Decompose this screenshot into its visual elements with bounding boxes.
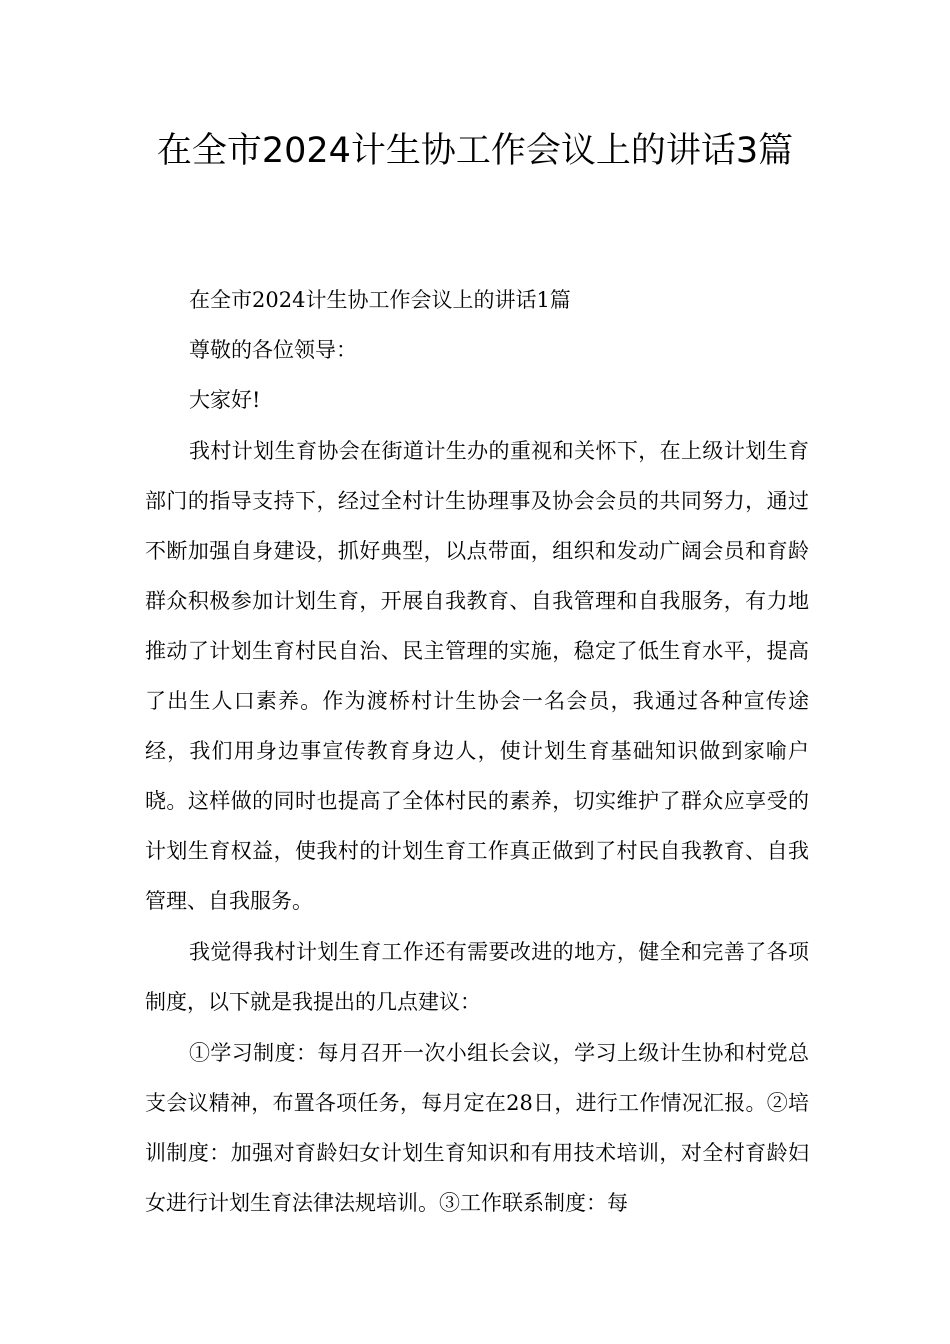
paragraph-salutation: 尊敬的各位领导： [189,338,357,362]
document-body [145,282,809,1228]
paragraph-subtitle: 在全市2024计生协工作会议上的讲话1篇 [189,288,571,312]
paragraph-suggestions-intro: 我觉得我村计划生育工作还有需要改进的地方，健全和完善了各项制度，以下就是我提出的几点建议： [145,940,809,1014]
paragraph-greeting: 大家好! [189,388,261,412]
document-title: 在全市2024计生协工作会议上的讲话3篇 [156,131,794,171]
paragraph-suggestions-list: ①学习制度：每月召开一次小组长会议，学习上级计生协和村党总支会议精神，布置各项任务，每月定在28日，进行工作情况汇报。②培训制度：加强对育龄妇女计划生育知识和有用技术培训，对全村育龄妇女进行计划生育法律法规培训。③工作联系制度：每 [145,1041,809,1215]
paragraph-main: 我村计划生育协会在街道计生办的重视和关怀下，在上级计划生育部门的指导支持下，经过全村计生协理事及协会会员的共同努力，通过不断加强自身建设，抓好典型，以点带面，组织和发动广阔会员和育龄群众积极参加计划生育，开展自我教育、自我管理和自我服务，有力地推动了计划生育村民自治、民主管理的实施，稳定了低生育水平，提高了出生人口素养。作为渡桥村计生协会一名会员，我通过各种宣传途经，我们用身边事宣传教育身边人，使计划生育基础知识做到家喻户晓。这样做的同时也提高了全体村民的素养，切实维护了群众应享受的计划生育权益，使我村的计划生育工作真正做到了村民自我教育、自我管理、自我服务。 [145,439,809,913]
